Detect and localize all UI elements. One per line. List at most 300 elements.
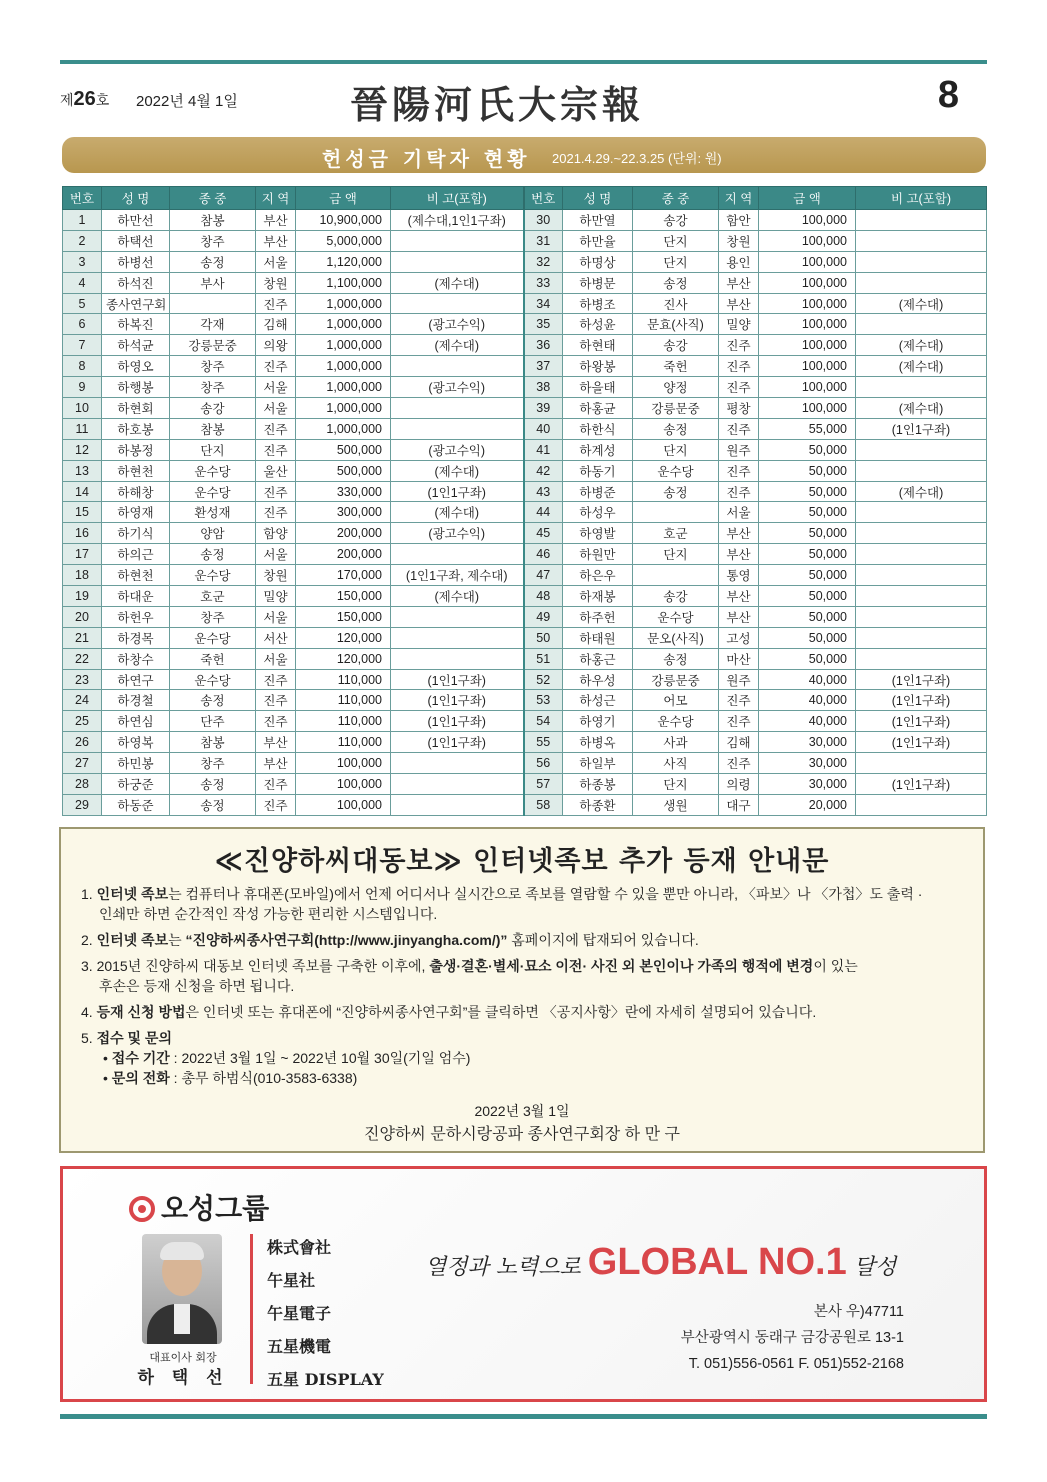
table-cell bbox=[856, 523, 987, 544]
table-cell: 하창수 bbox=[102, 648, 170, 669]
table-cell: 6 bbox=[63, 314, 102, 335]
table-row bbox=[63, 230, 987, 251]
table-cell: 강릉문중 bbox=[633, 669, 719, 690]
table-cell: 200,000 bbox=[296, 544, 391, 565]
table-cell: (제수대) bbox=[391, 460, 524, 481]
table-cell: 종사연구회 bbox=[102, 293, 170, 314]
table-row bbox=[63, 460, 987, 481]
table-cell: 송정 bbox=[633, 481, 719, 502]
table-cell: 서울 bbox=[256, 544, 296, 565]
table-cell: 하영오 bbox=[102, 356, 170, 377]
table-cell: 참봉 bbox=[170, 732, 256, 753]
table-cell: 하종봉 bbox=[563, 774, 633, 795]
table-cell bbox=[856, 648, 987, 669]
table-cell: 서산 bbox=[256, 627, 296, 648]
table-cell: 38 bbox=[524, 377, 563, 398]
column-header: 종 중 bbox=[633, 187, 719, 210]
table-cell: 서울 bbox=[256, 606, 296, 627]
table-cell: 어모 bbox=[633, 690, 719, 711]
table-cell: 진주 bbox=[256, 356, 296, 377]
table-cell: (1인1구좌) bbox=[856, 774, 987, 795]
company-item: 午星社 bbox=[267, 1271, 316, 1290]
notice-item-1-cont: 인쇄만 하면 순간적인 작성 가능한 편리한 시스템입니다. bbox=[99, 906, 438, 922]
table-cell: 부산 bbox=[719, 544, 759, 565]
table-cell: 54 bbox=[524, 711, 563, 732]
table-cell: 50,000 bbox=[759, 481, 856, 502]
notice-subitem-period: • 접수 기간 : 2022년 3월 1일 ~ 2022년 10월 30일(기일 엄수) bbox=[103, 1050, 471, 1066]
table-cell bbox=[391, 544, 524, 565]
table-cell: 330,000 bbox=[296, 481, 391, 502]
advertisement bbox=[60, 1166, 987, 1402]
table-cell: 8 bbox=[63, 356, 102, 377]
table-cell bbox=[391, 648, 524, 669]
table-cell: 호군 bbox=[170, 586, 256, 607]
table-cell: 150,000 bbox=[296, 586, 391, 607]
table-cell: 하왕봉 bbox=[563, 356, 633, 377]
issue-number: 제26호 bbox=[60, 88, 110, 110]
column-header: 비 고(포함) bbox=[856, 187, 987, 210]
table-cell: (제수대) bbox=[391, 335, 524, 356]
table-cell: 100,000 bbox=[759, 251, 856, 272]
table-cell bbox=[391, 627, 524, 648]
table-cell bbox=[856, 439, 987, 460]
notice-item-2: 2. 인터넷 족보는 “진양하씨종사연구회(http://www.jinyangha.com/)” 홈페이지에 탑재되어 있습니다. bbox=[81, 932, 699, 948]
table-cell: 용인 bbox=[719, 251, 759, 272]
table-cell: 운수당 bbox=[633, 606, 719, 627]
table-cell: 송정 bbox=[633, 272, 719, 293]
table-cell: 10,900,000 bbox=[296, 210, 391, 231]
table-cell: 밀양 bbox=[719, 314, 759, 335]
table-cell: 부산 bbox=[719, 272, 759, 293]
table-cell: 하기식 bbox=[102, 523, 170, 544]
table-cell bbox=[856, 314, 987, 335]
table-cell: (제수대) bbox=[391, 272, 524, 293]
table-body bbox=[63, 210, 987, 816]
column-header: 지 역 bbox=[256, 187, 296, 210]
table-cell: 평창 bbox=[719, 398, 759, 419]
table-cell: (제수대) bbox=[856, 356, 987, 377]
table-row bbox=[63, 251, 987, 272]
table-cell: 진주 bbox=[719, 753, 759, 774]
table-row bbox=[63, 398, 987, 419]
banner-title: 헌성금 기탁자 현황 bbox=[322, 147, 531, 171]
table-cell: 48 bbox=[524, 586, 563, 607]
table-cell bbox=[391, 753, 524, 774]
table-cell: 42 bbox=[524, 460, 563, 481]
table-cell: 운수당 bbox=[633, 711, 719, 732]
table-cell bbox=[856, 753, 987, 774]
address-line: 부산광역시 동래구 금강공원로 13-1 bbox=[680, 1330, 904, 1346]
table-row bbox=[63, 794, 987, 815]
table-cell: 창주 bbox=[170, 377, 256, 398]
table-cell: 양정 bbox=[633, 377, 719, 398]
table-cell: 송정 bbox=[170, 251, 256, 272]
table-cell: 30 bbox=[524, 210, 563, 231]
table-cell: 5,000,000 bbox=[296, 230, 391, 251]
masthead-title: 晉陽河氏大宗報 bbox=[350, 82, 645, 127]
table-cell: 24 bbox=[63, 690, 102, 711]
table-cell: 100,000 bbox=[759, 210, 856, 231]
table-row bbox=[63, 272, 987, 293]
table-cell: 1,000,000 bbox=[296, 418, 391, 439]
table-cell bbox=[856, 544, 987, 565]
table-cell: 창주 bbox=[170, 230, 256, 251]
table-cell bbox=[856, 210, 987, 231]
table-cell: 40,000 bbox=[759, 711, 856, 732]
table-cell: 하태원 bbox=[563, 627, 633, 648]
table-cell: 진주 bbox=[256, 711, 296, 732]
notice-item-4: 4. 등재 신청 방법은 인터넷 또는 휴대폰에 “진양하씨종사연구회”를 클릭하면 〈공지사항〉란에 자세히 설명되어 있습니다. bbox=[81, 1004, 817, 1020]
table-row bbox=[63, 335, 987, 356]
table-cell: 진주 bbox=[256, 481, 296, 502]
table-cell: 하경철 bbox=[102, 690, 170, 711]
table-cell: 110,000 bbox=[296, 669, 391, 690]
table-cell: 단지 bbox=[633, 544, 719, 565]
table-cell: 37 bbox=[524, 356, 563, 377]
table-cell: 1,000,000 bbox=[296, 314, 391, 335]
table-cell: 운수당 bbox=[170, 565, 256, 586]
table-cell: 20 bbox=[63, 606, 102, 627]
table-cell: 진주 bbox=[719, 418, 759, 439]
table-cell: 부산 bbox=[719, 586, 759, 607]
table-cell: 사과 bbox=[633, 732, 719, 753]
table-cell bbox=[856, 565, 987, 586]
table-cell bbox=[170, 293, 256, 314]
table-cell: 하성우 bbox=[563, 502, 633, 523]
table-cell: 1,100,000 bbox=[296, 272, 391, 293]
column-header: 금 액 bbox=[296, 187, 391, 210]
table-cell: 하만열 bbox=[563, 210, 633, 231]
table-cell: 부산 bbox=[256, 230, 296, 251]
table-cell: 34 bbox=[524, 293, 563, 314]
table-cell: 40,000 bbox=[759, 669, 856, 690]
table-cell: 50,000 bbox=[759, 565, 856, 586]
column-header: 성 명 bbox=[102, 187, 170, 210]
table-cell: 송정 bbox=[633, 648, 719, 669]
notice-box bbox=[59, 827, 985, 1153]
table-cell: 53 bbox=[524, 690, 563, 711]
table-cell: (광고수익) bbox=[391, 377, 524, 398]
table-cell: (제수대,1인1구좌) bbox=[391, 210, 524, 231]
table-cell: 하행봉 bbox=[102, 377, 170, 398]
table-cell: 하주헌 bbox=[563, 606, 633, 627]
table-cell: 50,000 bbox=[759, 648, 856, 669]
table-cell bbox=[856, 794, 987, 815]
table-cell: 100,000 bbox=[759, 377, 856, 398]
table-cell: 창원 bbox=[256, 272, 296, 293]
table-cell: 27 bbox=[63, 753, 102, 774]
company-item: 五星 DISPLAY bbox=[267, 1370, 384, 1389]
table-cell: 150,000 bbox=[296, 606, 391, 627]
table-cell: 하병옥 bbox=[563, 732, 633, 753]
table-cell: 1,000,000 bbox=[296, 356, 391, 377]
table-cell: 송강 bbox=[170, 398, 256, 419]
table-cell bbox=[856, 272, 987, 293]
table-cell: 사직 bbox=[633, 753, 719, 774]
table-cell: 진주 bbox=[719, 481, 759, 502]
bottom-rule bbox=[60, 1414, 987, 1419]
table-cell: 강릉문중 bbox=[633, 398, 719, 419]
table-cell: 통영 bbox=[719, 565, 759, 586]
table-cell: 하대운 bbox=[102, 586, 170, 607]
chairman-photo bbox=[142, 1234, 222, 1344]
table-cell: 50,000 bbox=[759, 627, 856, 648]
table-cell: 하병조 bbox=[563, 293, 633, 314]
table-cell: 18 bbox=[63, 565, 102, 586]
table-cell: (1인1구좌) bbox=[391, 711, 524, 732]
table-cell: 하석균 bbox=[102, 335, 170, 356]
table-cell: (제수대) bbox=[856, 398, 987, 419]
table-cell: 하우성 bbox=[563, 669, 633, 690]
company-item: 株式會社 bbox=[267, 1238, 332, 1257]
table-row bbox=[63, 293, 987, 314]
table-cell: 송정 bbox=[170, 544, 256, 565]
table-cell: 30,000 bbox=[759, 774, 856, 795]
table-cell: 500,000 bbox=[296, 460, 391, 481]
table-cell bbox=[633, 565, 719, 586]
table-cell: 하동준 bbox=[102, 794, 170, 815]
table-cell: (1인1구좌) bbox=[856, 690, 987, 711]
table-cell: 하의근 bbox=[102, 544, 170, 565]
table-cell: (1인1구좌) bbox=[391, 481, 524, 502]
table-cell: (광고수익) bbox=[391, 314, 524, 335]
table-row bbox=[63, 627, 987, 648]
table-cell: (제수대) bbox=[391, 502, 524, 523]
table-cell: 100,000 bbox=[296, 753, 391, 774]
table-cell: 하성윤 bbox=[563, 314, 633, 335]
table-cell: 하을태 bbox=[563, 377, 633, 398]
table-cell: (1인1구좌) bbox=[856, 711, 987, 732]
table-cell bbox=[391, 230, 524, 251]
table-cell: 하병문 bbox=[563, 272, 633, 293]
table-cell: 36 bbox=[524, 335, 563, 356]
address-line: T. 051)556-0561 F. 051)552-2168 bbox=[688, 1356, 904, 1372]
table-cell bbox=[856, 460, 987, 481]
table-cell: 14 bbox=[63, 481, 102, 502]
table-cell: 9 bbox=[63, 377, 102, 398]
table-cell: 하연구 bbox=[102, 669, 170, 690]
table-cell: 51 bbox=[524, 648, 563, 669]
company-logo: 오성그룹 bbox=[129, 1187, 269, 1227]
ad-slogan: 열정과 노력으로 GLOBAL NO.1 달성 bbox=[425, 1241, 897, 1283]
table-cell: 진주 bbox=[719, 711, 759, 732]
table-cell: 43 bbox=[524, 481, 563, 502]
table-cell: 하석진 bbox=[102, 272, 170, 293]
table-cell: 110,000 bbox=[296, 690, 391, 711]
table-cell: (1인1구좌) bbox=[391, 732, 524, 753]
table-cell: 송정 bbox=[170, 794, 256, 815]
table-cell: 진주 bbox=[256, 293, 296, 314]
table-cell: 부산 bbox=[256, 210, 296, 231]
table-cell: 100,000 bbox=[759, 272, 856, 293]
column-header: 성 명 bbox=[563, 187, 633, 210]
table-cell: 진주 bbox=[256, 439, 296, 460]
table-cell: 창원 bbox=[719, 230, 759, 251]
table-cell: 창주 bbox=[170, 606, 256, 627]
table-cell: 17 bbox=[63, 544, 102, 565]
table-cell: 하영재 bbox=[102, 502, 170, 523]
table-cell: 하동기 bbox=[563, 460, 633, 481]
table-cell: 500,000 bbox=[296, 439, 391, 460]
table-cell: 단지 bbox=[633, 774, 719, 795]
company-item: 午星電子 bbox=[267, 1304, 332, 1323]
table-row bbox=[63, 377, 987, 398]
table-cell: 44 bbox=[524, 502, 563, 523]
table-cell: 40 bbox=[524, 418, 563, 439]
table-cell: 서울 bbox=[719, 502, 759, 523]
company-list bbox=[267, 1231, 384, 1396]
table-cell: (1인1구좌, 제수대) bbox=[391, 565, 524, 586]
notice-item-5: 5. 접수 및 문의 • 접수 기간 : 2022년 3월 1일 ~ 2022년 10월 30일(기일 엄수) • 문의 전화 : 총무 하범식(010-3583-6338) bbox=[81, 1028, 963, 1088]
table-cell: 진주 bbox=[719, 356, 759, 377]
table-cell: 대구 bbox=[719, 794, 759, 815]
section-banner bbox=[62, 137, 986, 173]
table-cell: 하홍균 bbox=[563, 398, 633, 419]
table-cell: 11 bbox=[63, 418, 102, 439]
table-cell: 57 bbox=[524, 774, 563, 795]
table-cell: (제수대) bbox=[856, 335, 987, 356]
table-cell: 32 bbox=[524, 251, 563, 272]
table-cell: 30,000 bbox=[759, 732, 856, 753]
table-cell: 부산 bbox=[719, 606, 759, 627]
table-cell: (광고수익) bbox=[391, 439, 524, 460]
table-cell: 47 bbox=[524, 565, 563, 586]
table-cell: 45 bbox=[524, 523, 563, 544]
company-item: 五星機電 bbox=[267, 1337, 332, 1356]
table-cell: 25 bbox=[63, 711, 102, 732]
table-cell: 하원만 bbox=[563, 544, 633, 565]
table-cell: 하해창 bbox=[102, 481, 170, 502]
table-cell: 50,000 bbox=[759, 460, 856, 481]
table-row bbox=[63, 565, 987, 586]
table-row bbox=[63, 690, 987, 711]
table-cell: 하병준 bbox=[563, 481, 633, 502]
table-cell: 58 bbox=[524, 794, 563, 815]
table-cell: 창주 bbox=[170, 356, 256, 377]
table-cell: 생원 bbox=[633, 794, 719, 815]
table-cell: 4 bbox=[63, 272, 102, 293]
logo-icon bbox=[129, 1196, 155, 1222]
table-cell: 300,000 bbox=[296, 502, 391, 523]
notice-item-3-cont: 후손은 등재 신청을 하면 됩니다. bbox=[99, 978, 295, 994]
notice-title: ≪진양하씨대동보≫ 인터넷족보 추가 등재 안내문 bbox=[214, 846, 830, 877]
table-cell bbox=[856, 502, 987, 523]
table-cell: 참봉 bbox=[170, 210, 256, 231]
table-row bbox=[63, 481, 987, 502]
table-cell: 송강 bbox=[633, 335, 719, 356]
table-cell: 하현천 bbox=[102, 460, 170, 481]
table-cell: 50,000 bbox=[759, 544, 856, 565]
banner-subtitle: 2021.4.29.~22.3.25 (단위: 원) bbox=[552, 151, 722, 166]
table-cell: 하만율 bbox=[563, 230, 633, 251]
table-cell: 12 bbox=[63, 439, 102, 460]
table-cell: 하종환 bbox=[563, 794, 633, 815]
table-cell: 28 bbox=[63, 774, 102, 795]
table-cell: 하현태 bbox=[563, 335, 633, 356]
table-cell: 100,000 bbox=[759, 356, 856, 377]
table-cell: 진주 bbox=[719, 377, 759, 398]
table-cell: 10 bbox=[63, 398, 102, 419]
table-cell bbox=[391, 794, 524, 815]
table-cell: 하연심 bbox=[102, 711, 170, 732]
column-header: 비 고(포함) bbox=[391, 187, 524, 210]
table-cell: 16 bbox=[63, 523, 102, 544]
table-cell: 100,000 bbox=[759, 293, 856, 314]
table-cell: 진주 bbox=[256, 690, 296, 711]
table-cell: (1인1구좌) bbox=[856, 418, 987, 439]
table-cell: 원주 bbox=[719, 669, 759, 690]
table-row bbox=[63, 502, 987, 523]
issue-date: 2022년 4월 1일 bbox=[136, 93, 238, 110]
table-cell bbox=[856, 377, 987, 398]
top-rule bbox=[60, 60, 987, 64]
table-cell: 참봉 bbox=[170, 418, 256, 439]
address-line: 본사 우)47711 bbox=[813, 1304, 904, 1320]
table-row bbox=[63, 356, 987, 377]
table-cell: 35 bbox=[524, 314, 563, 335]
table-cell: 39 bbox=[524, 398, 563, 419]
ad-divider bbox=[250, 1234, 253, 1384]
notice-item-1: 1. 인터넷 족보는 컴퓨터나 휴대폰(모바일)에서 언제 어디서나 실시간으로 족보를 열람할 수 있을 뿐만 아니라, 〈파보〉나 〈가첩〉도 출력 · 인쇄만 하면 순간적인 작성 가능한 편리한 시스템입니다. bbox=[81, 884, 963, 924]
table-cell: 5 bbox=[63, 293, 102, 314]
table-cell: 하은우 bbox=[563, 565, 633, 586]
table-cell: 하궁준 bbox=[102, 774, 170, 795]
table-cell: 밀양 bbox=[256, 586, 296, 607]
table-cell: 하홍근 bbox=[563, 648, 633, 669]
table-cell: 각재 bbox=[170, 314, 256, 335]
table-row bbox=[63, 210, 987, 231]
table-cell: 하봉정 bbox=[102, 439, 170, 460]
table-cell: 하영복 bbox=[102, 732, 170, 753]
table-cell: 1,000,000 bbox=[296, 335, 391, 356]
table-cell: 100,000 bbox=[759, 230, 856, 251]
table-cell: 함양 bbox=[256, 523, 296, 544]
table-cell: 하호봉 bbox=[102, 418, 170, 439]
table-cell: (제수대) bbox=[856, 293, 987, 314]
table-cell: (광고수익) bbox=[391, 523, 524, 544]
table-cell: 55 bbox=[524, 732, 563, 753]
table-row bbox=[63, 439, 987, 460]
table-cell: (1인1구좌) bbox=[391, 690, 524, 711]
table-cell: 52 bbox=[524, 669, 563, 690]
table-cell: 운수당 bbox=[633, 460, 719, 481]
column-header: 금 액 bbox=[759, 187, 856, 210]
table-row bbox=[63, 711, 987, 732]
table-cell: 부산 bbox=[256, 753, 296, 774]
table-cell: 20,000 bbox=[759, 794, 856, 815]
table-cell: 1,000,000 bbox=[296, 377, 391, 398]
table-cell: 2 bbox=[63, 230, 102, 251]
table-cell: 100,000 bbox=[759, 314, 856, 335]
table-cell: 200,000 bbox=[296, 523, 391, 544]
table-cell: 하만선 bbox=[102, 210, 170, 231]
table-cell: 진주 bbox=[256, 502, 296, 523]
page-number: 8 bbox=[937, 74, 959, 116]
table-cell: 송정 bbox=[633, 418, 719, 439]
notice-item-3: 3. 2015년 진양하씨 대동보 인터넷 족보를 구축한 이후에, 출생·결혼·별세·묘소 이전· 사진 외 본인이나 가족의 행적에 변경이 있는 후손은 등재 신청을 하면 됩니다. bbox=[81, 956, 963, 996]
table-cell: 운수당 bbox=[170, 627, 256, 648]
table-cell: 의왕 bbox=[256, 335, 296, 356]
table-cell bbox=[391, 774, 524, 795]
table-cell: 운수당 bbox=[170, 481, 256, 502]
table-cell: (1인1구좌) bbox=[856, 732, 987, 753]
table-cell bbox=[391, 251, 524, 272]
table-cell: 하현천 bbox=[102, 565, 170, 586]
company-address bbox=[681, 1299, 904, 1377]
table-cell: 하민봉 bbox=[102, 753, 170, 774]
donor-table bbox=[62, 186, 987, 816]
table-row bbox=[63, 606, 987, 627]
